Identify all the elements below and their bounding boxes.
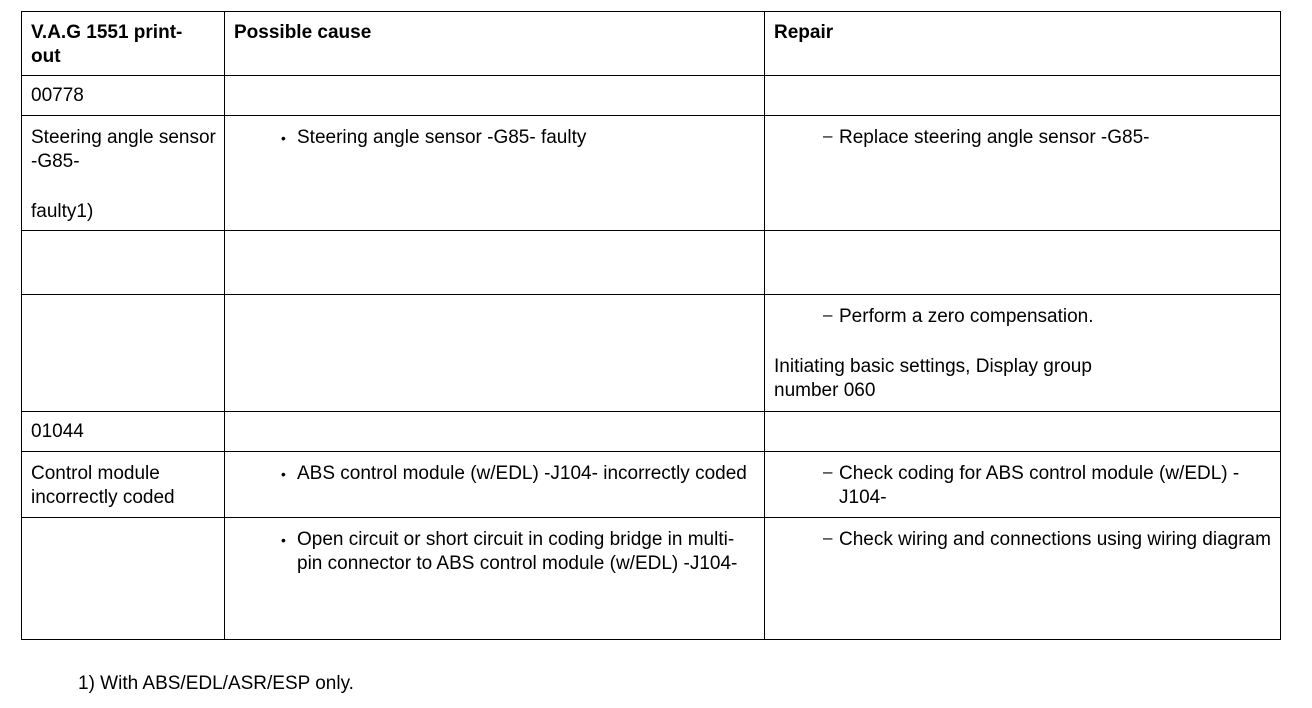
cause-cell — [225, 116, 765, 231]
bullet-icon: • — [281, 130, 286, 146]
table-header-row — [22, 12, 1281, 76]
repair-text: Check wiring and connections using wiring diagram — [839, 529, 1271, 550]
repair-cell — [765, 295, 1281, 412]
cause-cell — [225, 412, 765, 452]
list-item — [234, 126, 756, 150]
header-repair: Repair — [765, 12, 1281, 76]
list-item — [774, 528, 1272, 552]
repair-cell — [765, 412, 1281, 452]
fault-code: 00778 — [22, 76, 225, 116]
fault-code: 01044 — [22, 412, 225, 452]
footnote: 1) With ABS/EDL/ASR/ESP only. — [78, 673, 354, 694]
bullet-icon: • — [281, 466, 286, 482]
list-item — [234, 528, 756, 576]
dash-icon: – — [823, 528, 833, 547]
cause-text: Steering angle sensor -G85- faulty — [297, 127, 587, 148]
table-row — [22, 76, 1281, 116]
dash-icon: – — [823, 126, 833, 145]
fault-code-table — [21, 11, 1281, 640]
repair-text: Replace steering angle sensor -G85- — [839, 127, 1150, 148]
fault-description — [22, 116, 225, 231]
repair-cell — [765, 116, 1281, 231]
repair-cell — [765, 231, 1281, 295]
repair-cell — [765, 452, 1281, 518]
cause-cell — [225, 452, 765, 518]
cause-cell — [225, 518, 765, 640]
table-row — [22, 518, 1281, 640]
cause-cell — [225, 295, 765, 412]
table-row — [22, 116, 1281, 231]
header-printout: V.A.G 1551 print-out — [22, 12, 225, 76]
table-row — [22, 452, 1281, 518]
cause-text: Open circuit or short circuit in coding bridge in multi-pin connector to ABS control module (w/EDL) -J104- — [297, 529, 738, 574]
list-item — [234, 462, 756, 486]
repair-cell — [765, 76, 1281, 116]
fault-code — [22, 231, 225, 295]
dash-icon: – — [823, 462, 833, 481]
cause-text: ABS control module (w/EDL) -J104- incorrectly coded — [297, 463, 747, 484]
table-row — [22, 412, 1281, 452]
cause-cell — [225, 76, 765, 116]
fault-code — [22, 518, 225, 640]
list-item — [774, 126, 1272, 150]
repair-cell — [765, 518, 1281, 640]
table-row — [22, 231, 1281, 295]
fault-code — [22, 295, 225, 412]
fault-text: Steering angle sensor -G85- — [31, 127, 216, 172]
table-row — [22, 295, 1281, 412]
repair-note: Initiating basic settings, Display group number 060 — [774, 356, 1092, 401]
fault-text-status: faulty1) — [31, 201, 94, 222]
repair-text: Check coding for ABS control module (w/EDL) -J104- — [839, 463, 1240, 508]
repair-text: Perform a zero compensation. — [839, 306, 1094, 327]
dash-icon: – — [823, 305, 833, 324]
list-item — [774, 462, 1272, 510]
bullet-icon: • — [281, 532, 286, 548]
header-possible-cause: Possible cause — [225, 12, 765, 76]
list-item — [774, 305, 1272, 329]
fault-description: Control module incorrectly coded — [22, 452, 225, 518]
cause-cell — [225, 231, 765, 295]
